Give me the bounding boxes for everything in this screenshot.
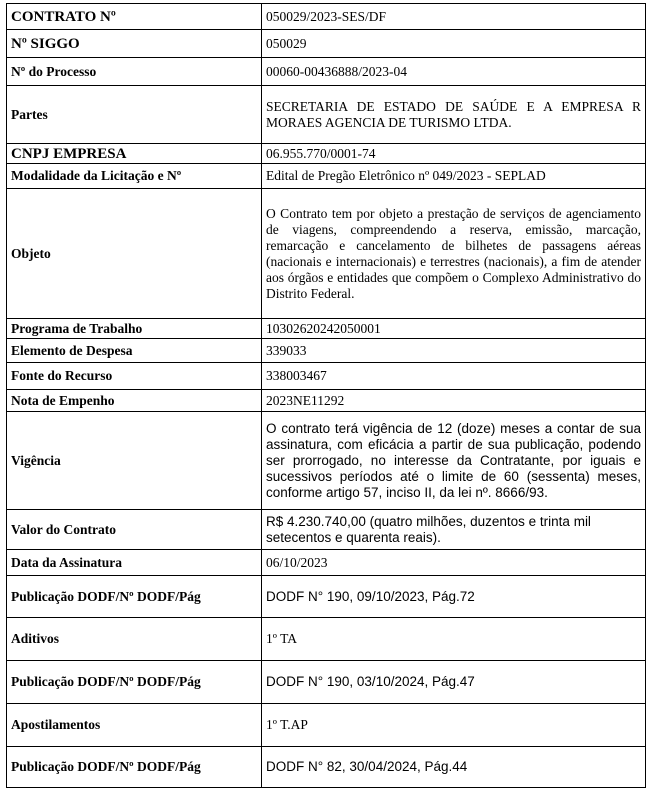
row-value: 1º T.AP — [262, 704, 646, 747]
row-label: Publicação DODF/Nº DODF/Pág — [7, 576, 262, 618]
row-label: CNPJ EMPRESA — [7, 144, 262, 164]
row-label: Modalidade da Licitação e Nº — [7, 164, 262, 189]
table-row — [7, 30, 646, 58]
row-value: SECRETARIA DE ESTADO DE SAÚDE E A EMPRESA R MORAES AGENCIA DE TURISMO LTDA. — [262, 86, 646, 144]
row-value: DODF N° 190, 03/10/2024, Pág.47 — [262, 661, 646, 704]
table-row — [7, 164, 646, 189]
row-label: Programa de Trabalho — [7, 319, 262, 339]
table-row — [7, 144, 646, 164]
row-value: DODF N° 190, 09/10/2023, Pág.72 — [262, 576, 646, 618]
row-label: Nº SIGGO — [7, 30, 262, 58]
row-value: 339033 — [262, 339, 646, 363]
row-label: Publicação DODF/Nº DODF/Pág — [7, 661, 262, 704]
row-value: O Contrato tem por objeto a prestação de serviços de agenciamento de viagens, compreendendo a reserva, emissão, marcação, remarcação e cancelamento de bilhetes de passagens aéreas (nacionais e internacionais) e terrestres (nacionais), a fim de atender aos órgãos e entidades que compõem o Complexo Administrativo do Distrito Federal. — [262, 189, 646, 319]
table-row — [7, 412, 646, 510]
row-value: 1º TA — [262, 618, 646, 661]
table-row — [7, 550, 646, 576]
table-row — [7, 618, 646, 661]
table-row — [7, 747, 646, 788]
table-row — [7, 339, 646, 363]
row-label: Nº do Processo — [7, 58, 262, 86]
row-value: Edital de Pregão Eletrônico nº 049/2023 - SEPLAD — [262, 164, 646, 189]
row-value: O contrato terá vigência de 12 (doze) meses a contar de sua assinatura, com eficácia a partir de sua publicação, podendo ser prorrogado, no interesse da Contratante, por iguais e sucessivos períodos até o limite de 60 (sessenta) meses, conforme artigo 57, inciso II, da lei nº. 8666/93. — [262, 412, 646, 510]
table-row — [7, 363, 646, 390]
contract-table — [6, 3, 646, 788]
row-label: Objeto — [7, 189, 262, 319]
table-row — [7, 4, 646, 30]
row-label: Fonte do Recurso — [7, 363, 262, 390]
row-value: 050029/2023-SES/DF — [262, 4, 646, 30]
row-label: Aditivos — [7, 618, 262, 661]
row-label: Publicação DODF/Nº DODF/Pág — [7, 747, 262, 788]
table-row — [7, 319, 646, 339]
row-value: 06/10/2023 — [262, 550, 646, 576]
row-value: 06.955.770/0001-74 — [262, 144, 646, 164]
table-row — [7, 189, 646, 319]
row-label: Partes — [7, 86, 262, 144]
table-row — [7, 86, 646, 144]
row-label: Data da Assinatura — [7, 550, 262, 576]
table-row — [7, 704, 646, 747]
row-label: Valor do Contrato — [7, 510, 262, 550]
table-row — [7, 510, 646, 550]
row-value: 00060-00436888/2023-04 — [262, 58, 646, 86]
row-label: CONTRATO Nº — [7, 4, 262, 30]
table-row — [7, 576, 646, 618]
row-label: Elemento de Despesa — [7, 339, 262, 363]
row-value: DODF N° 82, 30/04/2024, Pág.44 — [262, 747, 646, 788]
row-label: Nota de Empenho — [7, 390, 262, 412]
row-value: 2023NE11292 — [262, 390, 646, 412]
table-row — [7, 390, 646, 412]
row-label: Vigência — [7, 412, 262, 510]
table-row — [7, 58, 646, 86]
row-value: 10302620242050001 — [262, 319, 646, 339]
table-row — [7, 661, 646, 704]
row-label: Apostilamentos — [7, 704, 262, 747]
row-value: R$ 4.230.740,00 (quatro milhões, duzentos e trinta mil setecentos e quarenta reais). — [262, 510, 646, 550]
row-value: 050029 — [262, 30, 646, 58]
row-value: 338003467 — [262, 363, 646, 390]
